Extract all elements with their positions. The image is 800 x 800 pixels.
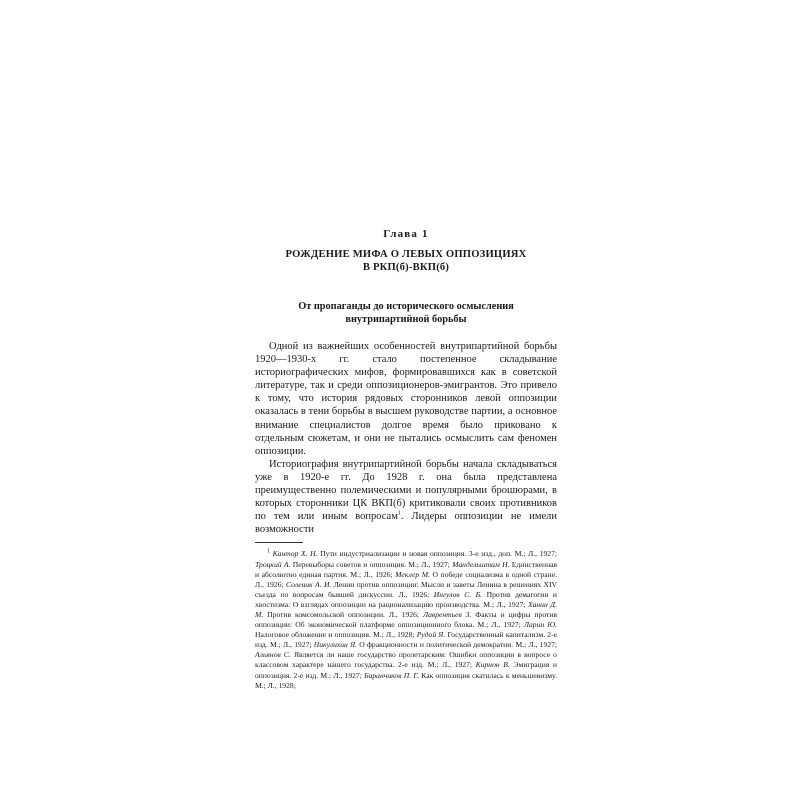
footnote-author: Рудой Я.	[416, 630, 446, 640]
chapter-title-line-1: РОЖДЕНИЕ МИФА О ЛЕВЫХ ОППОЗИЦИЯХ	[285, 249, 527, 260]
footnote-author: Кирнон В.	[475, 660, 510, 670]
footnote-author: Лаврентьев З.	[422, 609, 472, 619]
footnote-1	[255, 549, 557, 690]
footnote-citation: Как оппозиция скатилась к меньшевизму. М.; Л., 1928;	[255, 670, 557, 690]
footnote-citation: Эмиграция и оппозиция. 2-е изд. М.; Л., 1927;	[255, 660, 557, 680]
chapter-title	[255, 248, 557, 274]
footnote-author: Мандельштам Н.	[452, 559, 510, 569]
footnote-author: Троцкий А.	[255, 559, 291, 569]
footnote-author: Баранчиков П. Г.	[364, 670, 420, 680]
chapter-label: Глава 1	[383, 228, 429, 240]
footnote-author: Альянов С.	[255, 650, 291, 660]
footnote-citation: Является ли наше государство пролетарским: Ошибки оппозиции в вопросе о классовом характере нашего государства. 2-е изд. М.; Л., 1927;	[255, 650, 557, 670]
footnote-author: Ларин Ю.	[523, 620, 558, 630]
footnote-citation: О победе социализма в одной стране. Л., 1926;	[255, 569, 558, 589]
section-title-line-2: внутрипартийной борьбы	[345, 314, 467, 325]
footnote-citation: Пути индустриализации и новая оппозиция. 3-е изд., доп. М.; Л., 1927;	[317, 549, 557, 559]
footnote-author: Кантор Х. Н.	[272, 549, 318, 559]
body-paragraph-1: Одной из важнейших особенностей внутрипартийной борьбы 1920—1930-х гг. стало постепенное складывание историографических мифов, формировавшихся как в советской литературе, так и среди оппозиционеров-эмигрантов. Это привело к тому, что история рядовых сторонников левой оппозиции оказалась в тени борьбы в высшем руководстве партии, а основное внимание специалистов долгое время было приковано к отдельным сюжетам, и они не пытались осмыслить сам феномен оппозиции.	[255, 341, 557, 457]
footnote-author: Соленик А. И.	[285, 579, 332, 589]
footnote-author: Ингулов С. Б.	[433, 589, 483, 599]
footnote-text	[255, 549, 557, 689]
chapter-title-line-2: В РКП(б)-ВКП(б)	[362, 262, 450, 273]
body-paragraph-2-tail: . Лидеры оппозиции не имели возможности	[255, 511, 557, 536]
footnote-author: Меклер М.	[395, 569, 430, 579]
footnote-citation: Налоговое обложение и оппозиция. М.; Л., 1928;	[255, 630, 417, 640]
body-paragraph-2-text: Историография внутрипартийной борьбы начала складываться уже в 1920-е гг. До 1928 г. она была представлена преимущественно полемическими и популярными брошюрами, в которых сторонники ЦК ВКП(б) критиковали своих противников по тем или иным вопросам	[255, 458, 557, 523]
footnote-citation: Против комсомольской оппозиции. Л., 1926;	[263, 609, 423, 619]
footnote-citation: Государственный капитализм. 2-е изд. М.; Л., 1927;	[255, 630, 557, 650]
footnote-citation: Перевыборы советов и оппозиция. М.; Л., 1927;	[290, 559, 453, 569]
footnote-author: Никулихин Я.	[313, 640, 357, 650]
section-title	[255, 300, 557, 326]
footnote-citation: Единственная и абсолютно единая партия. М.; Л., 1926;	[255, 559, 558, 579]
footnote-divider	[255, 542, 303, 543]
footnote-reference[interactable]: 1	[397, 510, 401, 517]
book-page	[255, 228, 557, 691]
footnote-citation: О фракционности и политической демократии. М.; Л., 1927;	[356, 640, 557, 650]
footnote-citation: Ленин против оппозиции: Мысли и заветы Ленина в решениях XIV съезда по вопросам бывшей дискуссии. Л., 1926;	[255, 579, 557, 599]
footnote-citation: Против демагогии и хвостизма: О взглядах оппозиции на рационализацию производства. М.; Л., 1927;	[255, 589, 557, 609]
footnote-mark: 1	[267, 548, 270, 555]
section-title-line-1: От пропаганды до исторического осмысления	[298, 301, 514, 312]
footnote-citation: Факты и цифры против оппозиции: Об экономической платформе оппозиционного блока. М.; Л., 1927;	[255, 609, 557, 630]
footnote-author: Ханин Д. М.	[255, 599, 557, 619]
body-paragraph-2	[255, 458, 557, 537]
